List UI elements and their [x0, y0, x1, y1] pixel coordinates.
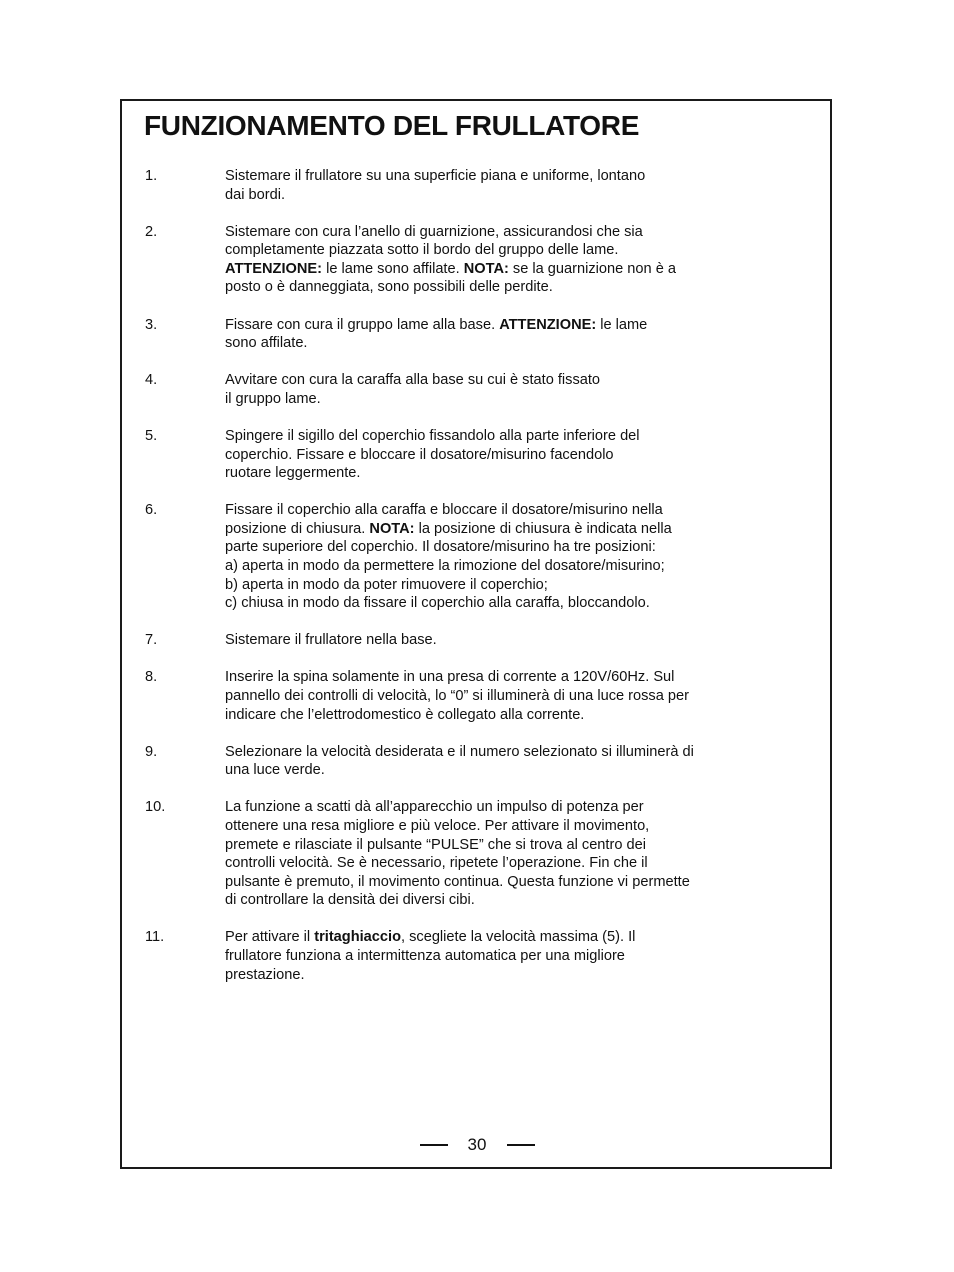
instruction-step [145, 371, 785, 408]
step-text-line [225, 334, 785, 353]
instruction-step [145, 928, 785, 984]
step-number: 8. [145, 669, 158, 686]
instruction-step [145, 501, 785, 613]
text-segment: le lame sono affilate. [322, 260, 464, 277]
page-title: FUNZIONAMENTO DEL FRULLATORE [144, 110, 640, 141]
step-number: 6. [145, 502, 158, 519]
text-segment: a) aperta in modo da permettere la rimozione del dosatore/misurino; [225, 558, 665, 574]
step-number: 10. [145, 799, 166, 816]
text-segment: il gruppo lame. [225, 390, 321, 407]
text-segment: indicare che l’elettrodomestico è collegato alla corrente. [225, 706, 585, 723]
step-text [225, 501, 785, 613]
text-segment: prestazione. [225, 966, 305, 983]
instruction-step [145, 427, 785, 483]
text-segment: Avvitare con cura la caraffa alla base su cui è stato fissato [225, 372, 601, 389]
text-segment: b) aperta in modo da poter rimuovere il coperchio; [225, 576, 548, 593]
text-segment: La funzione a scatti dà all’apparecchio un impulso di potenza per [225, 799, 644, 816]
step-text [225, 427, 785, 483]
emphasis-text: tritaghiaccio [314, 929, 401, 946]
step-text-line [225, 594, 785, 613]
text-segment: premete e rilasciate il pulsante “PULSE” che si trova al centro dei [225, 836, 646, 853]
text-segment: di controllare la densità dei diversi cibi. [225, 892, 475, 909]
step-text [225, 928, 785, 984]
step-text-line [225, 891, 785, 910]
text-segment: controlli velocità. Se è necessario, ripetete l’operazione. Fin che il [225, 855, 648, 872]
step-text-line [225, 427, 785, 446]
page-footer [0, 1133, 954, 1157]
step-number: 3. [145, 316, 158, 333]
text-segment: coperchio. Fissare e bloccare il dosatore/misurino facendolo [225, 446, 614, 463]
instruction-step [145, 167, 785, 204]
text-segment: posizione di chiusura. [225, 520, 370, 537]
step-text-line [225, 743, 785, 762]
text-segment: completamente piazzata sotto il bordo del gruppo delle lame. [225, 242, 619, 259]
step-text-line [225, 706, 785, 725]
text-segment: Fissare il coperchio alla caraffa e bloccare il dosatore/misurino nella [225, 502, 663, 519]
text-segment: Per attivare il [225, 929, 315, 946]
step-text-line [225, 446, 785, 465]
text-segment: le lame [596, 316, 648, 333]
step-number: 4. [145, 372, 158, 389]
text-segment: pulsante è premuto, il movimento continua. Questa funzione vi permette [225, 873, 690, 890]
emphasis-text: ATTENZIONE: [499, 316, 597, 333]
step-number: 2. [145, 223, 158, 240]
text-segment: Spingere il sigillo del coperchio fissandolo alla parte inferiore del [225, 427, 640, 444]
step-text-line [225, 316, 785, 335]
step-text-line [225, 186, 785, 205]
step-text-line [225, 538, 785, 557]
text-segment: sono affilate. [225, 335, 308, 352]
step-text-line [225, 854, 785, 873]
emphasis-text: NOTA: [369, 520, 415, 537]
text-segment: ottenere una resa migliore e più veloce. Per attivare il movimento, [225, 817, 650, 834]
text-segment: Fissare con cura il gruppo lame alla base. [225, 316, 500, 333]
text-segment: c) chiusa in modo da fissare il coperchio alla caraffa, bloccandolo. [225, 595, 650, 612]
instruction-step [145, 743, 785, 780]
footer-rule-left [420, 1144, 448, 1146]
step-text-line [225, 390, 785, 409]
text-segment: posto o è danneggiata, sono possibili delle perdite. [225, 279, 553, 296]
step-text-line [225, 947, 785, 966]
text-segment: Sistemare il frullatore nella base. [225, 632, 437, 649]
step-text-line [225, 761, 785, 780]
step-text-line [225, 241, 785, 260]
instruction-step [145, 316, 785, 353]
step-text-line [225, 520, 785, 539]
step-text-line [225, 260, 785, 279]
instruction-step [145, 668, 785, 724]
footer-rule-right [507, 1144, 535, 1146]
step-text-line [225, 873, 785, 892]
text-segment: la posizione di chiusura è indicata nella [414, 520, 672, 537]
step-text-line [225, 836, 785, 855]
text-segment: Sistemare con cura l’anello di guarnizione, assicurandosi che sia [225, 223, 643, 240]
instruction-list [145, 167, 785, 1003]
step-number: 1. [145, 168, 158, 184]
emphasis-text: ATTENZIONE: [225, 260, 323, 277]
page-number: 30 [467, 1135, 487, 1154]
step-text [225, 167, 785, 204]
emphasis-text: NOTA: [463, 260, 509, 277]
step-text-line [225, 464, 785, 483]
text-segment: ruotare leggermente. [225, 465, 361, 482]
step-text-line [225, 576, 785, 595]
step-text-line [225, 501, 785, 520]
step-text [225, 743, 785, 780]
step-text-line [225, 371, 785, 390]
step-text [225, 316, 785, 353]
step-text [225, 371, 785, 408]
step-text [225, 631, 785, 650]
text-segment: se la guarnizione non è a [508, 260, 676, 277]
instruction-step [145, 798, 785, 910]
step-text-line [225, 278, 785, 297]
step-text [225, 668, 785, 724]
text-segment: Inserire la spina solamente in una presa di corrente a 120V/60Hz. Sul [225, 669, 675, 686]
step-text-line [225, 631, 785, 650]
text-segment: frullatore funziona a intermittenza automatica per una migliore [225, 948, 625, 964]
step-text-line [225, 167, 785, 186]
step-text [225, 798, 785, 910]
text-segment: parte superiore del coperchio. Il dosatore/misurino ha tre posizioni: [225, 539, 656, 556]
step-text-line [225, 798, 785, 817]
step-text-line [225, 687, 785, 706]
instruction-step [145, 631, 785, 650]
step-number: 7. [145, 632, 158, 649]
step-number: 9. [145, 743, 158, 760]
step-text-line [225, 966, 785, 985]
text-segment: pannello dei controlli di velocità, lo “0” si illuminerà di una luce rossa per [225, 687, 689, 704]
step-text-line [225, 817, 785, 836]
step-text-line [225, 223, 785, 242]
text-segment: una luce verde. [225, 762, 325, 779]
step-text-line [225, 928, 785, 947]
step-text-line [225, 557, 785, 576]
step-text [225, 223, 785, 297]
text-segment: dai bordi. [225, 186, 286, 203]
instruction-step [145, 223, 785, 297]
text-segment: Sistemare il frullatore su una superficie piana e uniforme, lontano [225, 168, 646, 184]
step-text-line [225, 668, 785, 687]
text-segment: , scegliete la velocità massima (5). Il [401, 929, 636, 946]
text-segment: Selezionare la velocità desiderata e il numero selezionato si illuminerà di [225, 743, 694, 760]
step-number: 5. [145, 427, 158, 444]
step-number: 11. [145, 929, 165, 946]
